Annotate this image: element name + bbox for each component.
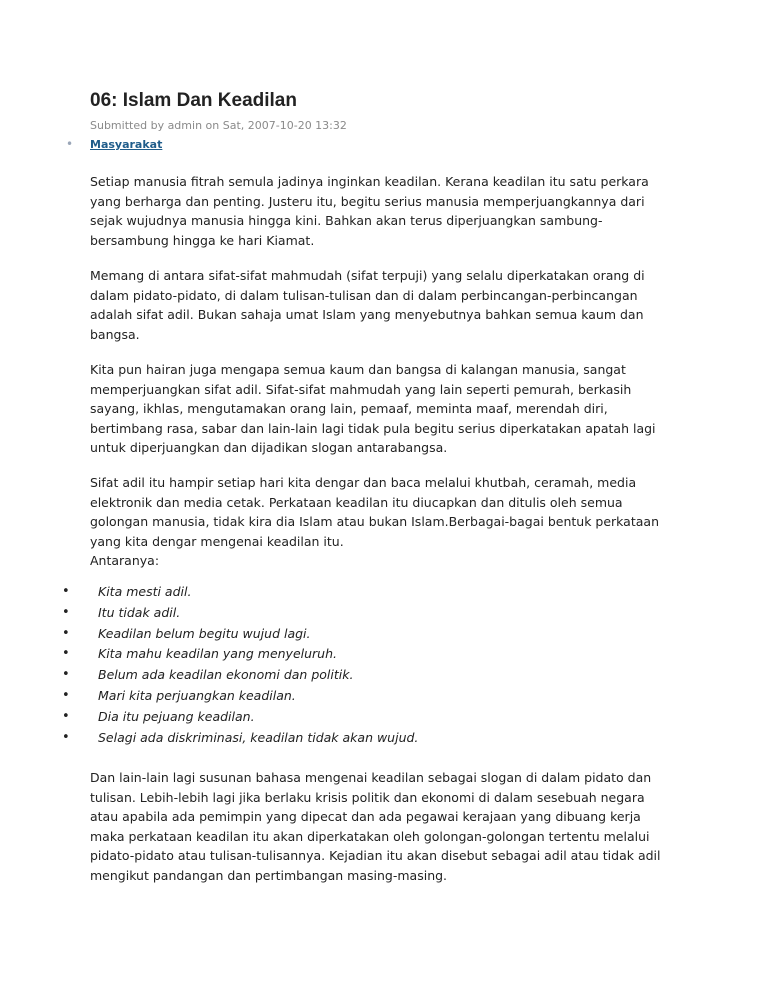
bullet-icon: • (62, 584, 70, 599)
bullet-icon: • (62, 604, 70, 620)
list-item-text: Belum ada keadilan ekonomi dan politik. (98, 667, 354, 683)
list-item-text: Dia itu pejuang keadilan. (98, 708, 255, 724)
examples-list (0, 584, 768, 750)
list-item-text: Itu tidak adil. (98, 604, 181, 620)
list-item (0, 605, 768, 626)
list-item-text: Keadilan belum begitu wujud lagi. (98, 625, 311, 641)
bullet-icon: • (62, 708, 70, 724)
bullet-icon: • (62, 646, 70, 662)
paragraph-line: golongan manusia, tidak kira dia Islam atau bukan Islam.Berbagai-bagai bentuk perkataan (90, 514, 659, 530)
paragraph-line: Setiap manusia fitrah semula jadinya inginkan keadilan. Kerana keadilan itu satu perkara (90, 174, 649, 189)
paragraph-4 (90, 473, 680, 571)
paragraph-line: Sifat adil itu hampir setiap hari kita dengar dan baca melalui khutbah, ceramah, media (90, 475, 637, 490)
paragraph-line: atau apabila ada pemimpin yang dipecat dan ada pegawai kerajaan yang dibuang kerja (90, 809, 641, 825)
paragraph-line: bersambung hingga ke hari Kiamat. (90, 232, 315, 248)
bullet-icon: • (66, 137, 74, 151)
paragraph-line: sejak wujudnya manusia hingga kini. Bahkan akan terus diperjuangkan sambung- (90, 213, 603, 229)
paragraph-line: untuk diperjuangkan dan dijadikan slogan antarabangsa. (90, 440, 448, 456)
paragraph-line: Antaranya: (90, 553, 160, 569)
paragraph-line: yang berharga dan penting. Justeru itu, begitu serius manusia memperjuangkannya dari (90, 193, 645, 209)
list-item-text: Kita mahu keadilan yang menyeluruh. (98, 646, 338, 662)
paragraph-line: tulisan. Lebih-lebih lagi jika berlaku krisis politik dan ekonomi di dalam sesebuah negara (90, 789, 645, 805)
bullet-icon: • (62, 729, 70, 745)
article-title: 06: Islam Dan Keadilan (90, 90, 297, 111)
list-item-text: Mari kita perjuangkan keadilan. (98, 687, 296, 703)
list-item (0, 709, 768, 730)
paragraph-line: yang kita dengar mengenai keadilan itu. (90, 533, 344, 549)
paragraph-line: Kita pun hairan juga mengapa semua kaum dan bangsa di kalangan manusia, sangat (90, 362, 626, 377)
paragraph-line: mengikut pandangan dan pertimbangan masing-masing. (90, 867, 448, 883)
paragraph-line: dalam pidato-pidato, di dalam tulisan-tulisan dan di dalam perbincangan-perbincangan (90, 287, 638, 303)
paragraph-line: pidato-pidato atau tulisan-tulisannya. Kejadian itu akan disebut sebagai adil atau tidak adil (90, 848, 661, 864)
paragraph-line: sayang, ikhlas, mengutamakan orang lain, pemaaf, meminta maaf, merendah diri, (90, 401, 608, 417)
bullet-icon: • (62, 667, 70, 683)
paragraph-1 (90, 172, 680, 250)
paragraph-line: bangsa. (90, 326, 140, 342)
list-item (0, 584, 768, 605)
paragraph-line: memperjuangkan sifat adil. Sifat-sifat mahmudah yang lain seperti pemurah, berkasih (90, 381, 632, 397)
list-item (0, 646, 768, 667)
tag-link-masyarakat[interactable]: Masyarakat (90, 138, 163, 151)
paragraph-2 (90, 266, 680, 344)
paragraph-line: adalah sifat adil. Bukan sahaja umat Islam yang menyebutnya bahkan semua kaum dan (90, 307, 644, 323)
list-item-text: Kita mesti adil. (98, 584, 192, 599)
list-item (0, 730, 768, 751)
submitted-info: Submitted by admin on Sat, 2007-10-20 13:32 (90, 119, 347, 132)
paragraph-line: maka perkataan keadilan itu akan diperkatakan oleh golongan-golongan tertentu melalui (90, 828, 650, 844)
list-item (0, 688, 768, 709)
list-item (0, 626, 768, 647)
bullet-icon: • (62, 687, 70, 703)
paragraph-closing (90, 768, 680, 886)
list-item (0, 667, 768, 688)
paragraph-line: Dan lain-lain lagi susunan bahasa mengenai keadilan sebagai slogan di dalam pidato dan (90, 770, 652, 785)
paragraph-line: elektronik dan media cetak. Perkataan keadilan itu diucapkan dan ditulis oleh semua (90, 494, 623, 510)
paragraph-3 (90, 360, 680, 458)
paragraph-line: Memang di antara sifat-sifat mahmudah (sifat terpuji) yang selalu diperkatakan orang di (90, 268, 645, 283)
paragraph-line: bertimbang rasa, sabar dan lain-lain lagi tidak pula begitu serius diperkatakan apatah lagi (90, 420, 656, 436)
bullet-icon: • (62, 625, 70, 641)
list-item-text: Selagi ada diskriminasi, keadilan tidak akan wujud. (98, 729, 419, 745)
